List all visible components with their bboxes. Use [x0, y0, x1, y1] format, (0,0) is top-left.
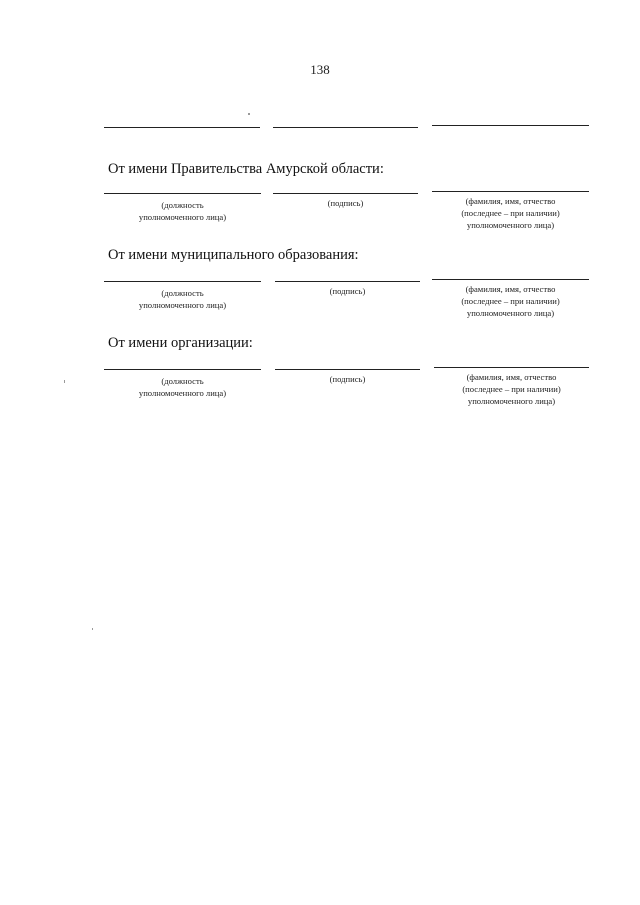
caption-line: (фамилия, имя, отчество — [465, 196, 556, 206]
signature-line-signature — [275, 281, 420, 282]
caption-position — [104, 287, 261, 311]
caption-line: (подпись) — [329, 286, 366, 296]
signature-line-name — [432, 279, 589, 280]
scan-speck — [64, 380, 65, 383]
caption-signature — [275, 373, 420, 385]
page-number: 138 — [310, 62, 330, 77]
caption-line: (подпись) — [329, 374, 366, 384]
caption-line: (подпись) — [327, 198, 364, 208]
section-heading-organization: От имени организации: — [108, 335, 253, 351]
section-heading-municipality: От имени муниципального образования: — [108, 247, 359, 263]
caption-name — [434, 371, 589, 407]
caption-line: (должность — [161, 376, 204, 386]
caption-line: уполномоченного лица) — [466, 308, 555, 318]
scan-speck — [248, 113, 250, 115]
section-heading-amur-government: От имени Правительства Амурской области: — [108, 161, 384, 177]
caption-position — [104, 199, 261, 223]
signature-line-signature — [275, 369, 420, 370]
caption-line: уполномоченного лица) — [138, 388, 227, 398]
scan-speck — [92, 628, 93, 630]
caption-position — [104, 375, 261, 399]
signature-line-position — [104, 281, 261, 282]
top-signature-line-signature — [273, 127, 418, 128]
top-signature-line-position — [104, 127, 260, 128]
caption-signature — [273, 197, 418, 209]
top-signature-line-name — [432, 125, 589, 126]
caption-line: (последнее – при наличии) — [461, 208, 560, 218]
caption-line: уполномоченного лица) — [466, 220, 555, 230]
caption-line: (фамилия, имя, отчество — [466, 372, 557, 382]
caption-signature — [275, 285, 420, 297]
caption-name — [432, 195, 589, 231]
caption-name — [432, 283, 589, 319]
signature-line-position — [104, 193, 261, 194]
caption-line: (последнее – при наличии) — [461, 296, 560, 306]
signature-line-position — [104, 369, 261, 370]
signature-line-name — [434, 367, 589, 368]
signature-line-signature — [273, 193, 418, 194]
caption-line: уполномоченного лица) — [138, 300, 227, 310]
caption-line: (должность — [161, 200, 204, 210]
caption-line: уполномоченного лица) — [138, 212, 227, 222]
signature-line-name — [432, 191, 589, 192]
caption-line: (последнее – при наличии) — [462, 384, 561, 394]
caption-line: уполномоченного лица) — [467, 396, 556, 406]
caption-line: (должность — [161, 288, 204, 298]
caption-line: (фамилия, имя, отчество — [465, 284, 556, 294]
